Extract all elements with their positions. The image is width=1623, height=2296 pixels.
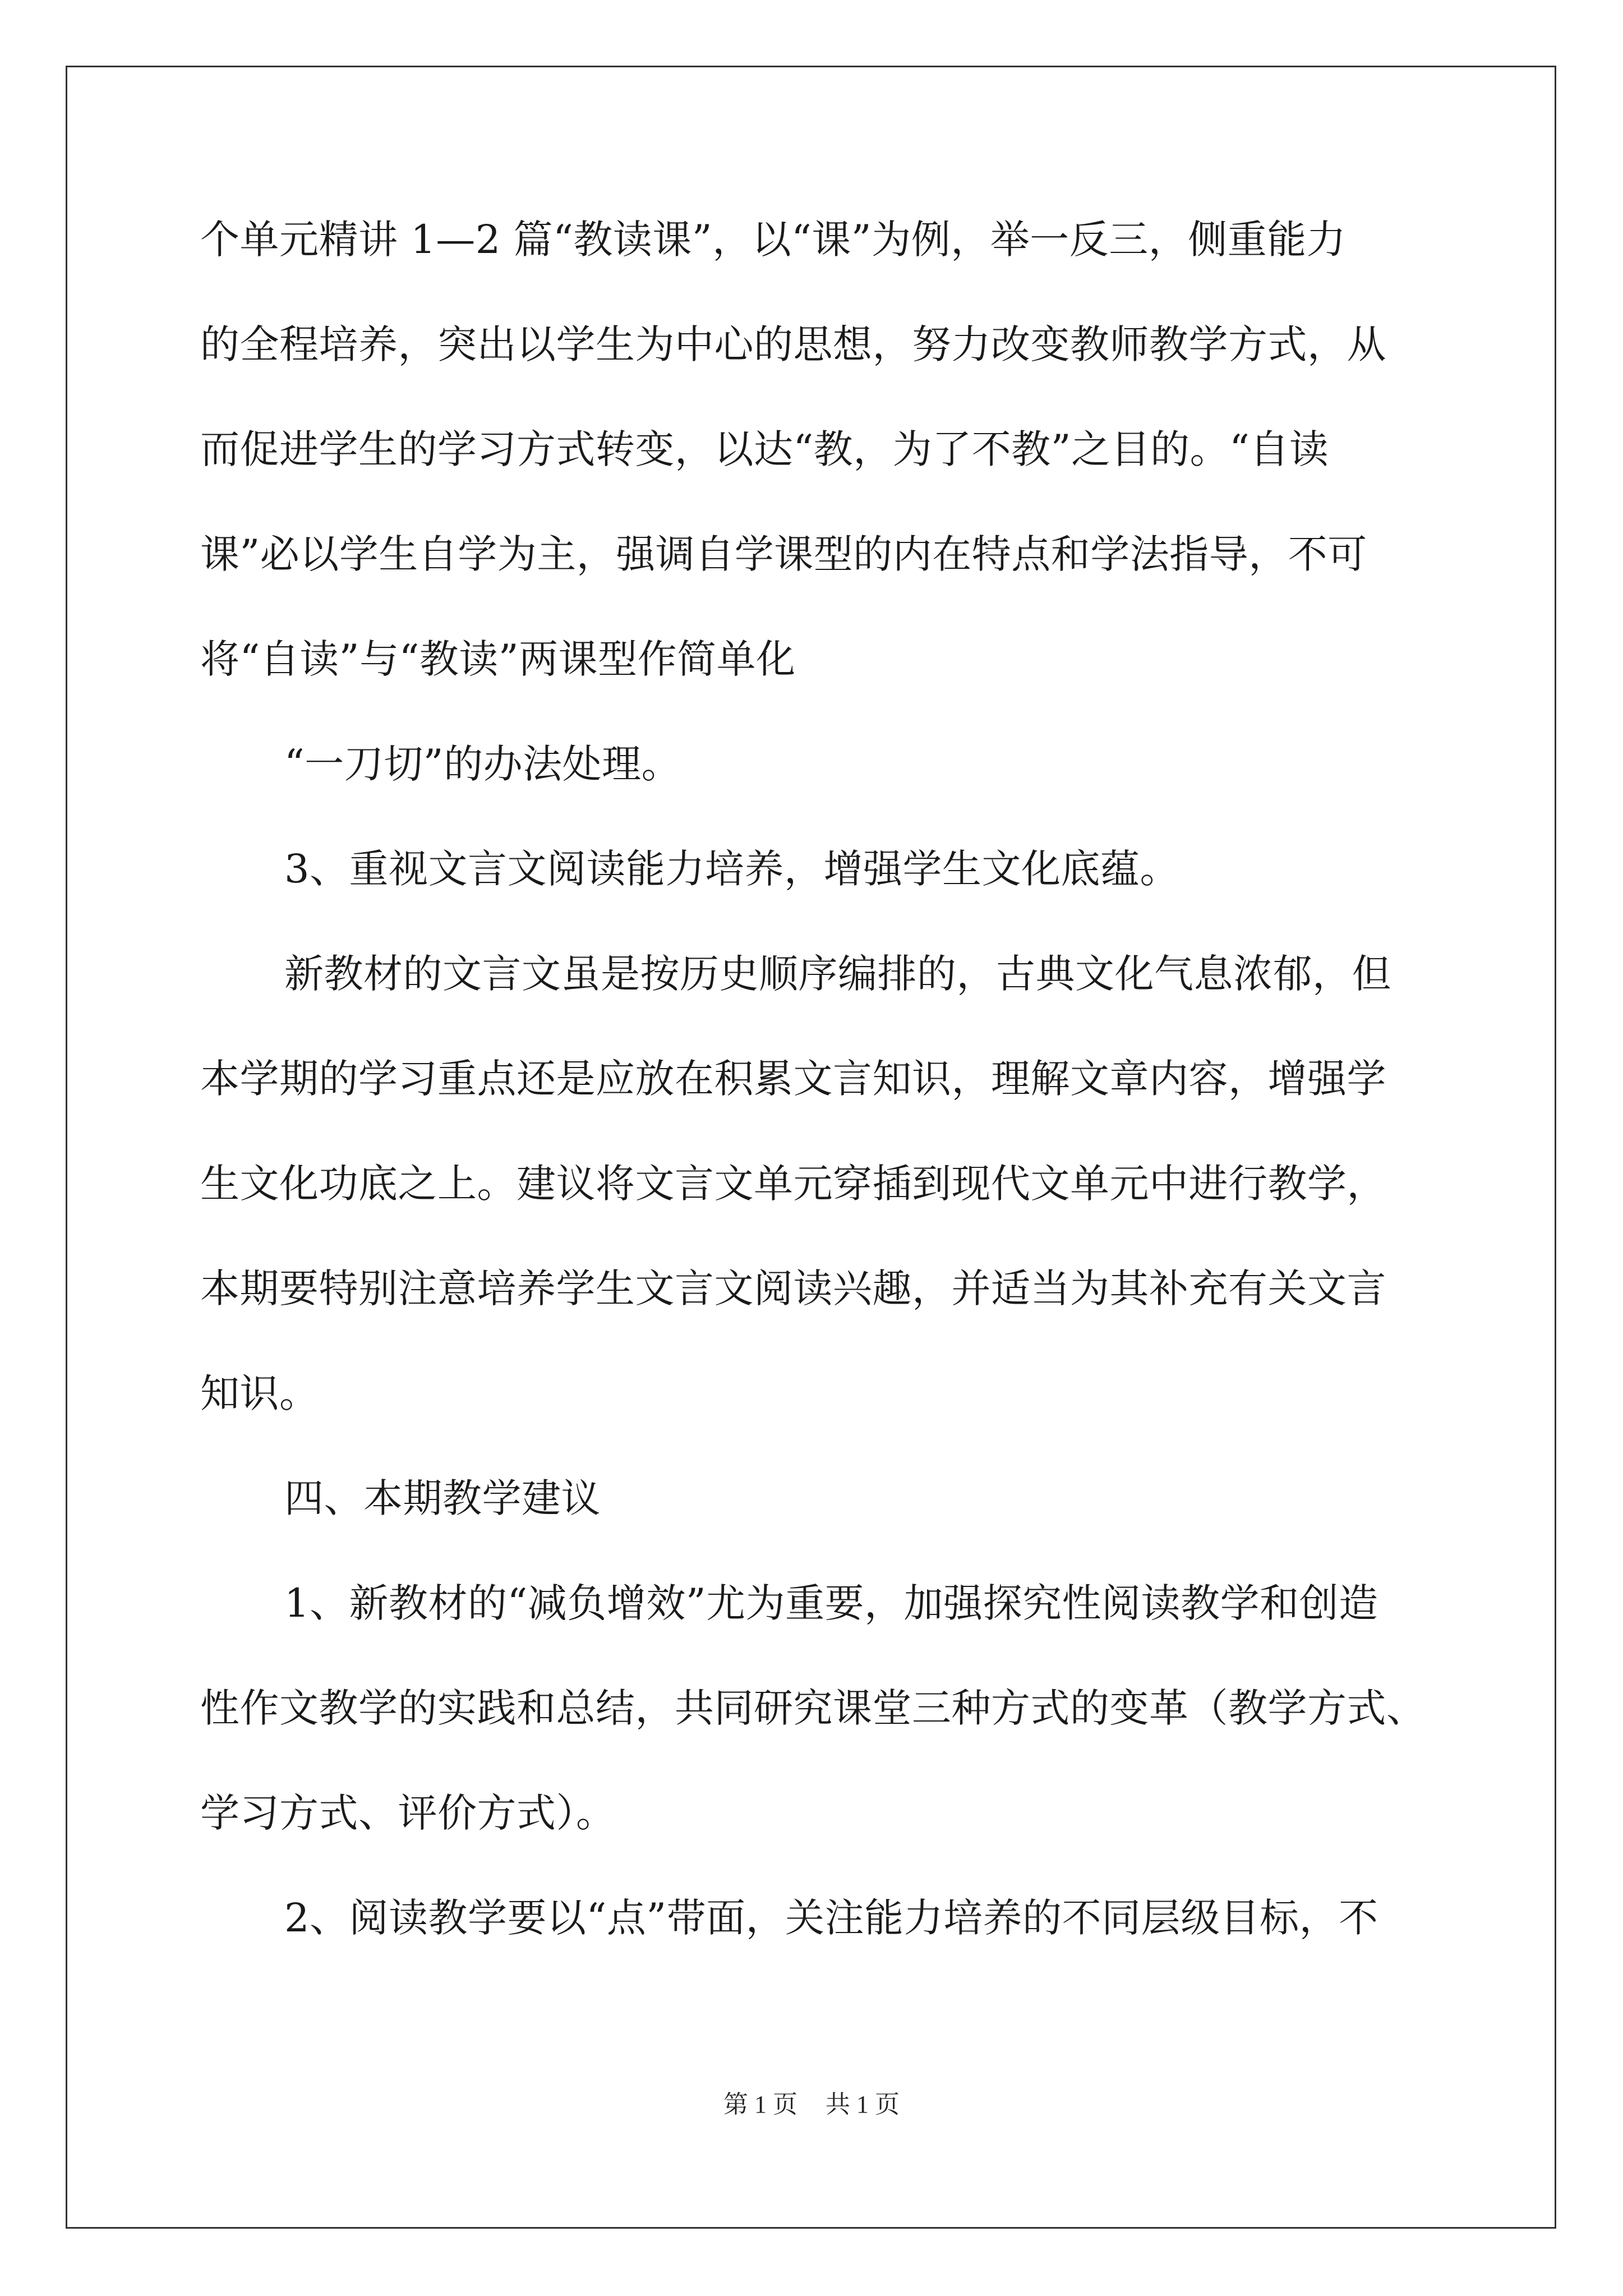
- text-line: 的全程培养，突出以学生为中心的思想，努力改变教师教学方式，从: [200, 321, 1386, 367]
- text-line: 将“自读”与“教读”两课型作简单化: [200, 636, 796, 682]
- section-heading: 四、本期教学建议: [284, 1475, 601, 1521]
- text-line: 本期要特别注意培养学生文言文阅读兴趣，并适当为其补充有关文言: [200, 1266, 1386, 1312]
- text-line: 课”必以学生自学为主，强调自学课型的内在特点和学法指导，不可: [200, 531, 1367, 577]
- text-line: 知识。: [200, 1370, 319, 1416]
- text-line: 学习方式、评价方式）。: [200, 1790, 616, 1836]
- text-line: 1、新教材的“减负增效”尤为重要，加强探究性阅读教学和创造: [284, 1580, 1378, 1626]
- text-line: 新教材的文言文虽是按历史顺序编排的，古典文化气息浓郁，但: [284, 951, 1391, 997]
- text-line: “一刀切”的办法处理。: [284, 741, 681, 787]
- text-line: 而促进学生的学习方式转变，以达“教，为了不教”之目的。“自读: [200, 426, 1329, 472]
- text-line: 生文化功底之上。建议将文言文单元穿插到现代文单元中进行教学，: [200, 1161, 1386, 1207]
- text-line: 个单元精讲 1—2 篇“教读课”，以“课”为例，举一反三，侧重能力: [200, 217, 1347, 263]
- text-line: 本学期的学习重点还是应放在积累文言知识，理解文章内容，增强学: [200, 1056, 1386, 1102]
- page-number: 第 1 页: [723, 2091, 797, 2118]
- page-footer: [0, 2088, 1623, 2122]
- section-heading: 3、重视文言文阅读能力培养，增强学生文化底蕴。: [284, 846, 1180, 892]
- text-line: 2、阅读教学要以“点”带面，关注能力培养的不同层级目标，不: [284, 1895, 1378, 1941]
- document-body: [200, 213, 1451, 1996]
- text-line: 性作文教学的实践和总结，共同研究课堂三种方式的变革（教学方式、: [200, 1685, 1426, 1731]
- page-total: 共 1 页: [826, 2091, 900, 2118]
